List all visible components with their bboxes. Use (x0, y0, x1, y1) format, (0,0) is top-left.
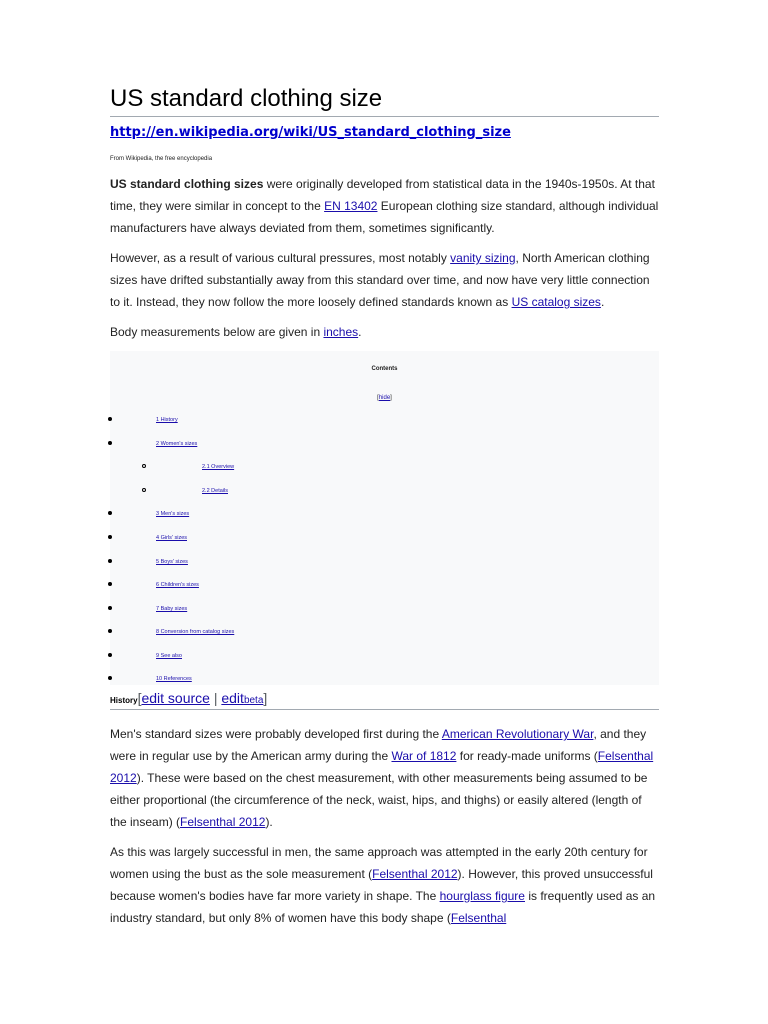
text: However, as a result of various cultural pressures, most notably (110, 251, 451, 265)
edit-source-link[interactable]: edit source (141, 690, 210, 706)
bullet-icon (108, 676, 112, 680)
table-of-contents (110, 351, 659, 685)
bullet-icon (108, 417, 112, 421)
text: . (600, 295, 605, 309)
intro-paragraph-2 (110, 247, 659, 313)
text: ). (265, 815, 273, 829)
bullet-icon (108, 582, 112, 586)
separator: | (209, 690, 222, 706)
page-title: US standard clothing size (110, 84, 659, 117)
intro-bold-term: US standard clothing sizes (110, 177, 264, 191)
toc-item[interactable]: 2 Women's sizes (156, 441, 198, 447)
toc-item[interactable]: 9 See also (156, 653, 182, 659)
intro-paragraph-3 (110, 321, 659, 343)
text: . (358, 325, 362, 339)
toc-hide-toggle (110, 395, 659, 401)
toc-item[interactable]: 4 Girls' sizes (156, 535, 187, 541)
toc-item[interactable]: 7 Baby sizes (156, 606, 188, 612)
link-war-of-1812[interactable]: War of 1812 (391, 749, 457, 763)
bullet-icon (108, 535, 112, 539)
text: ). However, this proved unsuccessful because women's bodies have far more variety in shape. The (110, 867, 653, 903)
link-citation[interactable]: Felsenthal 2012 (372, 867, 458, 881)
link-citation[interactable]: Felsenthal (450, 911, 507, 925)
text: As this was largely successful in men, the same approach was attempted in the early 20th century for women using the bust as the sole measurement ( (110, 845, 648, 881)
tagline: From Wikipedia, the free encyclopedia (110, 156, 213, 162)
bullet-icon (108, 653, 112, 657)
bracket: [ (137, 690, 142, 706)
toc-item[interactable]: 10 References (156, 676, 192, 682)
text: ] (390, 395, 392, 401)
beta-label: beta (243, 695, 264, 706)
bullet-icon (108, 511, 112, 515)
toc-item[interactable]: 2.1 Overview (202, 464, 235, 470)
toc-item[interactable]: 5 Boys' sizes (156, 559, 188, 565)
toc-item[interactable]: 3 Men's sizes (156, 511, 190, 517)
text: Body measurements below are given in (110, 325, 324, 339)
toc-item[interactable]: 2.2 Details (202, 488, 228, 494)
link-citation[interactable]: Felsenthal 2012 (180, 815, 266, 829)
link-us-catalog-sizes[interactable]: US catalog sizes (511, 295, 601, 309)
bullet-icon (108, 441, 112, 445)
link-american-revolutionary-war[interactable]: American Revolutionary War (441, 727, 594, 741)
text: Men's standard sizes were probably developed first during the (110, 727, 442, 741)
text: , North American clothing sizes have drifted substantially away from this standard over time, and now have very little connection to it. Instead, they now follow the more loosely defined standards known as (110, 251, 650, 309)
toc-item[interactable]: 6 Children's sizes (156, 582, 199, 588)
edit-link[interactable] (221, 690, 263, 706)
sub-bullet-icon (142, 488, 146, 492)
edit-label: edit (221, 690, 244, 706)
sub-bullet-icon (142, 464, 146, 468)
toc-item[interactable]: 1 History (156, 417, 178, 423)
section-heading-history (110, 689, 659, 710)
link-citation[interactable]: Felsenthal 2012 (110, 749, 654, 785)
text: , and they were in regular use by the American army during the (110, 727, 647, 763)
link-en-13402[interactable]: EN 13402 (324, 199, 378, 213)
link-inches[interactable]: inches (323, 325, 359, 339)
toc-item[interactable]: 8 Conversion from catalog sizes (156, 629, 235, 635)
bracket: ] (263, 690, 268, 706)
toc-title: Contents (371, 366, 398, 372)
bullet-icon (108, 606, 112, 610)
text: ). These were based on the chest measurement, with other measurements being assumed to be either proportional (the circumference of the neck, waist, hips, and thighs) or easily altered (length of the inseam) ( (110, 771, 648, 829)
toc-hide-link[interactable]: hide (378, 395, 391, 401)
source-url-link[interactable]: http://en.wikipedia.org/wiki/US_standard_clothing_size (110, 125, 511, 140)
history-paragraph-1 (110, 723, 659, 833)
text: were originally developed from statistical data in the 1940s-1950s. At that time, they were similar in concept to the (110, 177, 655, 213)
history-paragraph-2 (110, 841, 659, 929)
intro-paragraph-1 (110, 173, 659, 239)
bullet-icon (108, 559, 112, 563)
bullet-icon (108, 629, 112, 633)
link-vanity-sizing[interactable]: vanity sizing (450, 251, 516, 265)
text: is frequently used as an industry standard, but only 8% of women have this body shape ( (110, 889, 656, 925)
text: European clothing size standard, although individual manufacturers have always deviated from them, sometimes significantly. (110, 199, 659, 235)
text: for ready-made uniforms ( (456, 749, 598, 763)
text: [ (377, 395, 379, 401)
link-hourglass-figure[interactable]: hourglass figure (439, 889, 525, 903)
article (110, 84, 659, 937)
section-title: History (110, 696, 138, 705)
